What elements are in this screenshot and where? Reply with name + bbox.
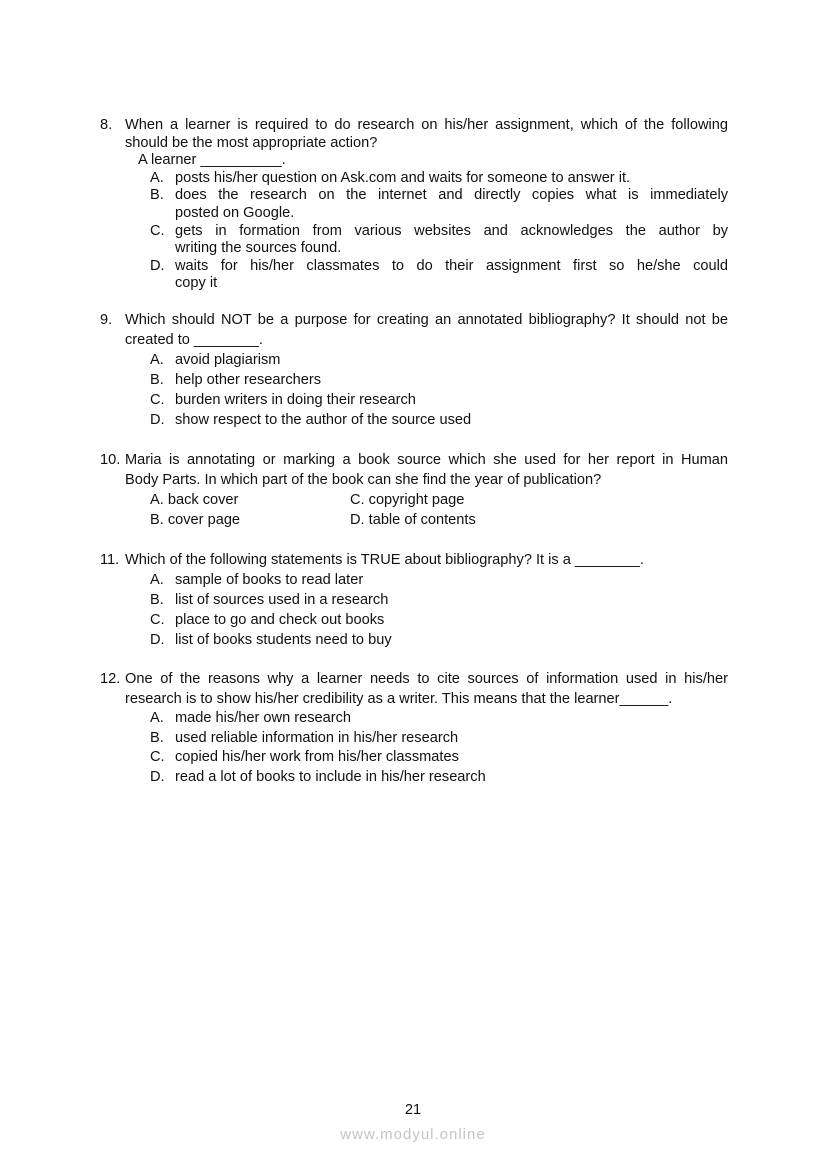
option-letter: C. — [150, 749, 165, 766]
option-row — [150, 490, 728, 510]
option-text: gets in formation from various websites and acknowledges the author by — [175, 222, 728, 239]
option-text: list of books students need to buy — [175, 632, 392, 648]
option-text: posted on Google. — [175, 204, 295, 221]
option-text: list of sources used in a research — [175, 592, 389, 608]
question-text-line: Which should NOT be a purpose for creating an annotated bibliography? It should not be — [125, 312, 728, 328]
option-a — [150, 350, 728, 370]
option-letter: B. — [150, 372, 164, 388]
option-c: C. copyright page — [350, 492, 465, 508]
question-text-line: Body Parts. In which part of the book can she find the year of publication? — [125, 472, 602, 488]
option-letter: A. — [150, 169, 164, 186]
question-text-line: When a learner is required to do research on his/her assignment, which of the following — [125, 117, 728, 133]
option-d — [150, 258, 728, 293]
option-text: burden writers in doing their research — [175, 392, 416, 408]
option-b — [150, 187, 728, 222]
option-letter: A. — [150, 572, 164, 588]
option-text: waits for his/her classmates to do their assignment first so he/she could — [175, 257, 728, 274]
option-a — [150, 709, 728, 729]
option-b — [150, 729, 728, 749]
option-text: writing the sources found. — [175, 240, 342, 257]
option-letter: C. — [150, 612, 165, 628]
option-c — [150, 748, 728, 768]
option-d — [150, 630, 728, 650]
question-text-line: research is to show his/her credibility as a writer. This means that the learner______. — [125, 690, 673, 707]
question-text-line: Which of the following statements is TRUE about bibliography? It is a ________. — [125, 552, 644, 568]
question-12 — [100, 670, 728, 788]
option-letter: C. — [150, 222, 165, 239]
option-letter: D. — [150, 768, 165, 785]
question-text-line: One of the reasons why a learner needs to cite sources of information used in his/her — [125, 671, 728, 687]
option-d — [150, 768, 728, 788]
question-number: 11. — [100, 552, 120, 568]
option-letter: D. — [150, 412, 165, 428]
option-row — [150, 510, 728, 530]
question-11 — [100, 550, 728, 650]
question-text-line: Maria is annotating or marking a book source which she used for her report in Human — [125, 452, 728, 468]
option-a — [150, 570, 728, 590]
question-number: 8. — [100, 117, 113, 133]
option-c — [150, 390, 728, 410]
option-letter: B. — [150, 187, 164, 204]
question-text-line: created to ________. — [125, 332, 263, 348]
option-letter: C. — [150, 392, 165, 408]
option-a: A. back cover — [150, 492, 239, 508]
question-text-line: should be the most appropriate action? — [125, 134, 378, 151]
question-number: 9. — [100, 312, 113, 328]
question-8 — [100, 117, 728, 293]
option-letter: B. — [150, 729, 164, 746]
option-text: copy it — [175, 275, 218, 292]
option-text: avoid plagiarism — [175, 352, 281, 368]
option-text: sample of books to read later — [175, 572, 364, 588]
option-text: place to go and check out books — [175, 612, 385, 628]
option-d: D. table of contents — [350, 512, 476, 528]
watermark: www.modyul.online — [340, 1126, 486, 1143]
question-lead: A learner __________. — [138, 152, 286, 169]
page-number: 21 — [404, 1102, 422, 1118]
option-text: does the research on the internet and directly copies what is immediately — [175, 187, 728, 204]
question-9 — [100, 310, 728, 430]
option-text: made his/her own research — [175, 710, 352, 727]
option-c — [150, 610, 728, 630]
option-text: used reliable information in his/her research — [175, 729, 459, 746]
option-letter: A. — [150, 710, 164, 727]
option-text: show respect to the author of the source used — [175, 412, 472, 428]
option-b — [150, 370, 728, 390]
option-b — [150, 590, 728, 610]
option-letter: D. — [150, 632, 165, 648]
question-10 — [100, 450, 728, 530]
option-text: copied his/her work from his/her classmates — [175, 749, 459, 766]
option-letter: A. — [150, 352, 164, 368]
question-number: 10. — [100, 452, 121, 468]
question-number: 12. — [100, 671, 121, 687]
option-d — [150, 410, 728, 430]
option-letter: D. — [150, 257, 165, 274]
option-letter: B. — [150, 592, 164, 608]
option-text: posts his/her question on Ask.com and waits for someone to answer it. — [175, 169, 631, 186]
option-text: help other researchers — [175, 372, 322, 388]
option-c — [150, 223, 728, 258]
option-b: B. cover page — [150, 512, 241, 528]
option-a — [150, 170, 728, 188]
option-text: read a lot of books to include in his/her research — [175, 768, 486, 785]
